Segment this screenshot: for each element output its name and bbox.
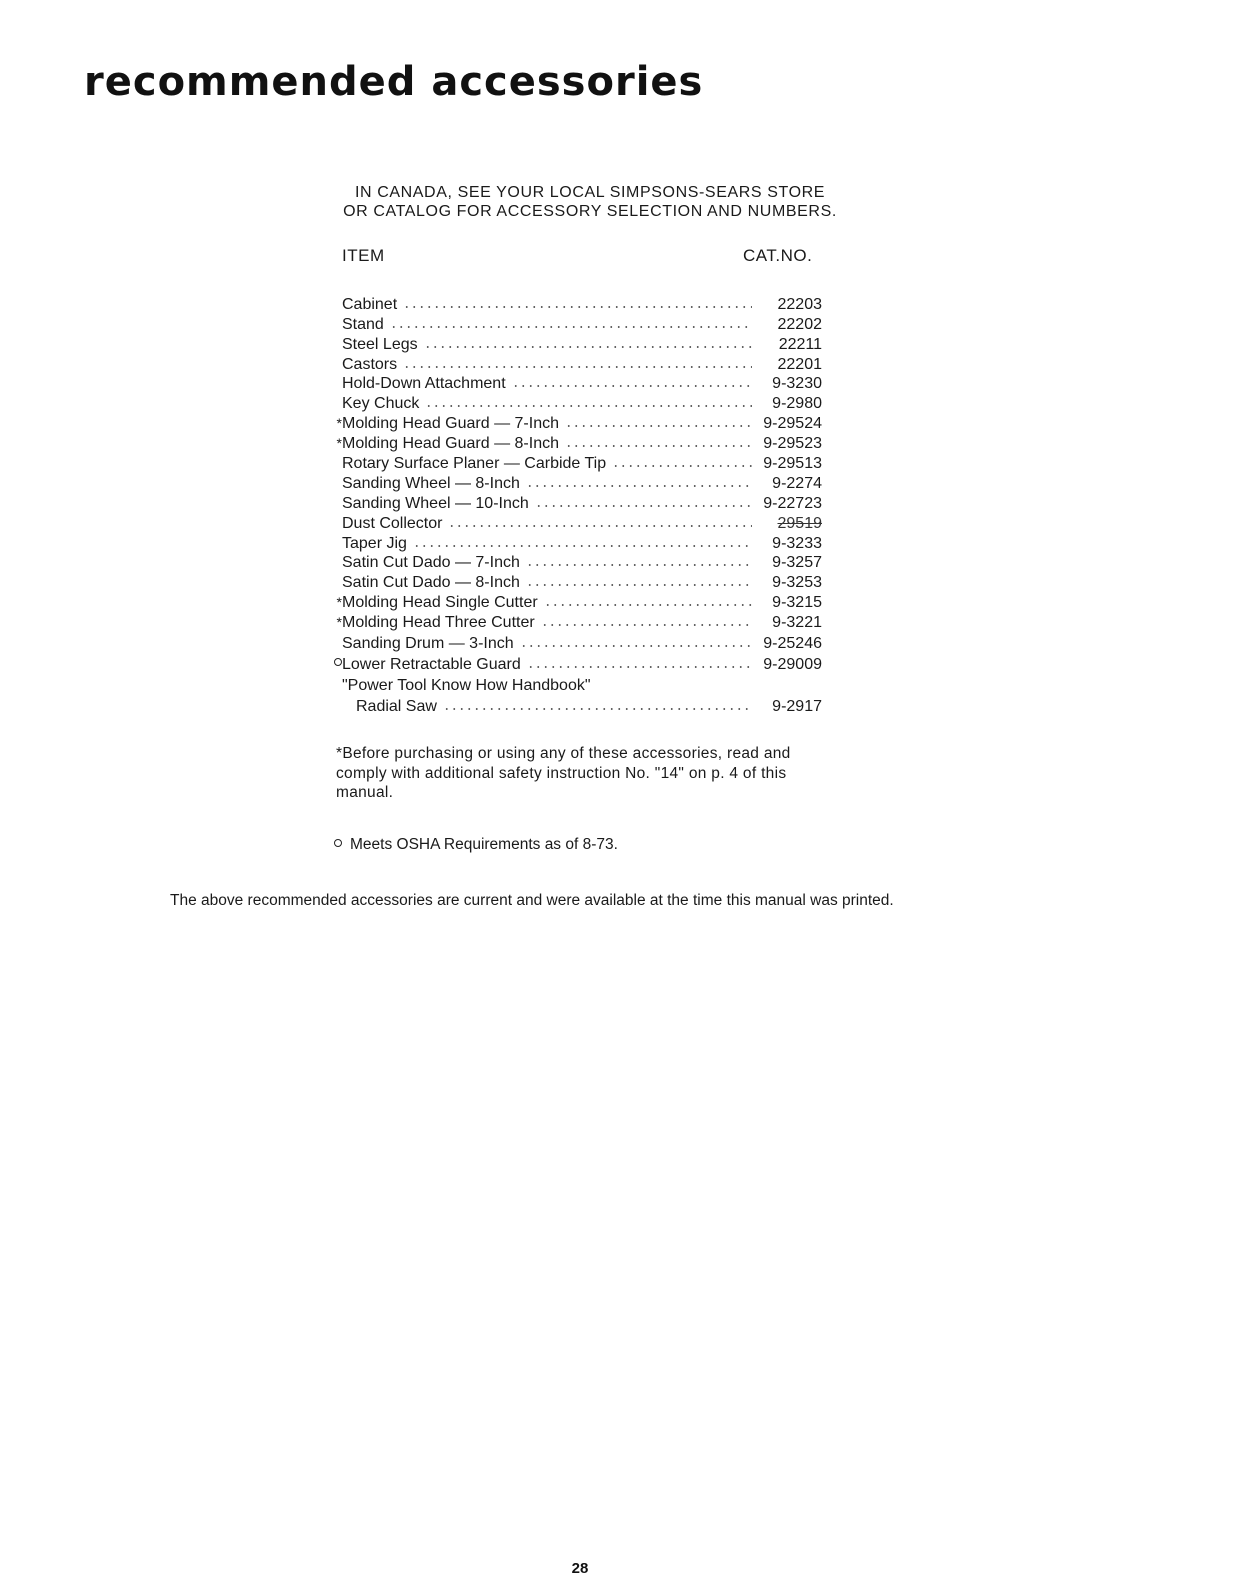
canada-notice-line-1: IN CANADA, SEE YOUR LOCAL SIMPSONS-SEARS STORE <box>354 184 826 201</box>
catalog-number: 9-25246 <box>763 635 822 653</box>
accessory-row <box>330 334 822 354</box>
catalog-number: 9-2274 <box>772 474 822 492</box>
catalog-number: 9-2917 <box>772 698 822 716</box>
catalog-number: 9-3257 <box>772 554 822 572</box>
accessory-row <box>330 493 822 513</box>
catalog-number: 22201 <box>777 355 822 373</box>
dot-leader <box>520 644 752 648</box>
catno-column-header: CAT.NO. <box>743 246 813 265</box>
dot-leader <box>443 707 752 711</box>
accessory-row <box>330 612 822 632</box>
dot-leader <box>565 424 752 428</box>
accessory-row <box>330 294 822 314</box>
accessory-name: Sanding Wheel — 10-Inch <box>342 494 529 512</box>
accessory-name: Steel Legs <box>342 335 418 353</box>
dot-leader <box>544 603 752 607</box>
dot-leader <box>612 464 752 468</box>
catalog-number: 22203 <box>777 295 822 313</box>
footnote-marker: * <box>336 614 342 631</box>
page-number: 28 <box>571 1560 589 1577</box>
dot-leader <box>541 623 752 627</box>
catalog-number: 22202 <box>777 315 822 333</box>
canada-notice-line-2: OR CATALOG FOR ACCESSORY SELECTION AND NUMBERS. <box>343 203 837 220</box>
accessory-name: Satin Cut Dado — 7-Inch <box>342 554 520 572</box>
catalog-number: 9-22723 <box>763 494 822 512</box>
accessory-name: Rotary Surface Planer — Carbide Tip <box>342 455 607 473</box>
dot-leader <box>425 404 752 408</box>
dot-leader <box>565 444 752 448</box>
accessory-name: Cabinet <box>342 295 398 313</box>
accessory-row <box>330 553 822 573</box>
accessory-name: Taper Jig <box>342 534 407 552</box>
accessory-name: Molding Head Guard — 7-Inch <box>342 415 559 433</box>
osha-note <box>334 836 618 854</box>
accessory-name: Dust Collector <box>342 514 443 532</box>
accessory-name: Lower Retractable Guard <box>342 656 521 674</box>
ring-bullet-icon <box>330 655 342 674</box>
accessory-row <box>330 632 822 653</box>
accessory-name: Molding Head Three Cutter <box>342 614 535 632</box>
dot-leader <box>424 345 752 349</box>
catalog-number: 9-2980 <box>772 395 822 413</box>
dot-leader <box>526 583 752 587</box>
accessory-row <box>330 374 822 394</box>
accessory-name: Radial Saw <box>356 698 437 716</box>
catalog-number: 9-29513 <box>763 455 822 473</box>
accessory-name: Molding Head Guard — 8-Inch <box>342 435 559 453</box>
accessory-row <box>330 572 822 592</box>
accessory-name: Sanding Wheel — 8-Inch <box>342 474 520 492</box>
accessory-row <box>330 695 822 716</box>
accessory-list <box>330 294 822 716</box>
catalog-number: 9-29523 <box>763 435 822 453</box>
footnote-marker: * <box>336 435 342 452</box>
accessory-name: Key Chuck <box>342 395 420 413</box>
accessory-row <box>330 433 822 453</box>
page-title: recommended accessories <box>84 59 704 105</box>
dot-leader <box>526 563 752 567</box>
catalog-number: 9-3230 <box>772 375 822 393</box>
accessory-row <box>330 314 822 334</box>
footnote-marker: * <box>336 415 342 432</box>
accessory-name: Satin Cut Dado — 8-Inch <box>342 574 520 592</box>
dot-leader <box>526 484 752 488</box>
dot-leader <box>512 384 752 388</box>
accessory-row <box>330 653 822 674</box>
accessory-row <box>330 393 822 413</box>
dot-leader <box>448 524 752 528</box>
catalog-number: 9-3233 <box>772 534 822 552</box>
accessory-row <box>330 592 822 612</box>
canada-notice <box>300 183 880 221</box>
accessory-row <box>330 453 822 473</box>
handbook-title-row <box>330 674 822 695</box>
dot-leader <box>403 365 752 369</box>
catalog-number: 29519 <box>777 514 822 532</box>
availability-note: The above recommended accessories are current and were available at the time this manual was printed. <box>170 892 894 909</box>
dot-leader <box>535 504 752 508</box>
catalog-number: 9-3253 <box>772 574 822 592</box>
catalog-number: 9-29009 <box>763 656 822 674</box>
accessory-row <box>330 413 822 433</box>
dot-leader <box>390 325 752 329</box>
handbook-title: "Power Tool Know How Handbook" <box>342 677 591 695</box>
accessory-row <box>330 473 822 493</box>
accessory-row <box>330 533 822 553</box>
accessory-name: Molding Head Single Cutter <box>342 594 538 612</box>
catalog-number: 9-3221 <box>772 614 822 632</box>
dot-leader <box>403 305 752 309</box>
footnote-marker: * <box>336 594 342 611</box>
safety-footnote: *Before purchasing or using any of these accessories, read and comply with additional safety instruction No. "14" on p. 4 of this manual. <box>336 745 791 801</box>
osha-note-text: Meets OSHA Requirements as of 8-73. <box>350 836 618 853</box>
catalog-number: 9-29524 <box>763 415 822 433</box>
accessory-name: Sanding Drum — 3-Inch <box>342 635 514 653</box>
accessory-row <box>330 354 822 374</box>
dot-leader <box>527 665 752 669</box>
dot-leader <box>413 544 752 548</box>
accessory-row <box>330 513 822 533</box>
catalog-number: 22211 <box>778 335 822 353</box>
item-column-header: ITEM <box>342 246 385 265</box>
catalog-number: 9-3215 <box>772 594 822 612</box>
accessory-name: Castors <box>342 355 398 373</box>
ring-bullet-icon <box>334 658 342 666</box>
accessory-name: Stand <box>342 315 384 333</box>
ring-bullet-icon <box>334 839 342 847</box>
accessory-name: Hold-Down Attachment <box>342 375 506 393</box>
